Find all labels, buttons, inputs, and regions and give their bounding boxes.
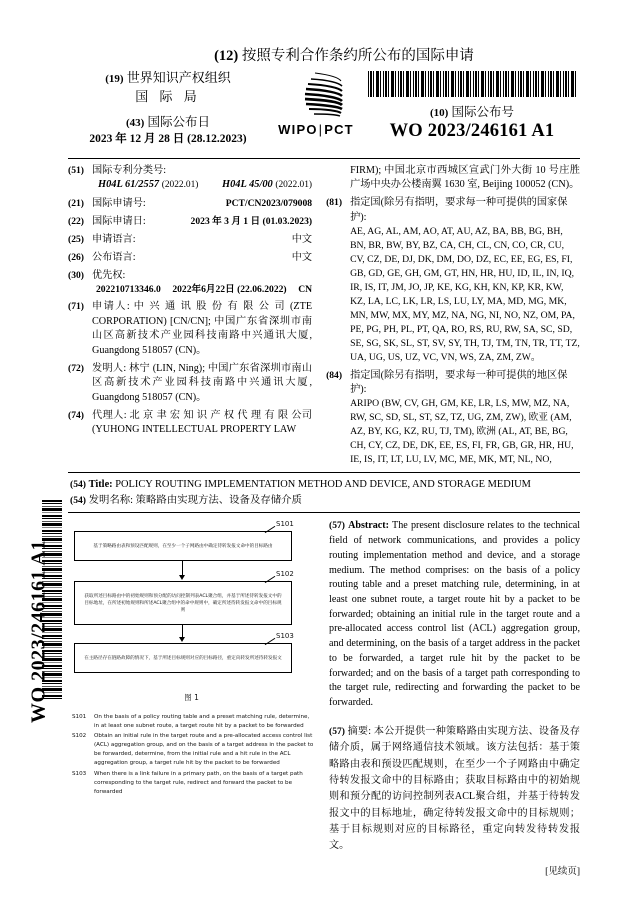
field-publication-language-tag: (26) (68, 251, 84, 263)
title-chinese-tag: (54) (70, 494, 86, 506)
legend-text-s102: Obtain an initial rule in the target route and a pre-allocated access control list (ACL) aggregation group, and on the basis of a target address in the packet to be forwarded, determine, from the initial rule and a hit rule in the ACL aggregation group, a target rule hit by the packet to be forwarded (94, 733, 314, 767)
field-inventor-label: 发明人: (92, 362, 127, 374)
field-agent-continuation-spacer (326, 164, 350, 193)
field-application-number-tag: (21) (68, 197, 84, 209)
ipc-code-1-year: (2022.01) (161, 180, 199, 191)
abstract-chinese-text: 本公开提供一种策略路由实现方法、设备及存储介质，属于网络通信技术领域。该方法包括：基于策略路由表和预设匹配规则，在至少一个子网路由中确定待转发报文命中的目标路由；获取目标路由中的初始规则和预分配的访问控制列表ACL聚合组，并基于待转发报文中的目标地址，确定待转发报文命中的目标规则；基于目标规则对应的目标路径，重定向转发待转发报文。 (329, 725, 580, 852)
field-designated-states-tag: (81) (326, 197, 343, 209)
org-tag: (19) (105, 73, 124, 85)
pubdate-tag: (43) (126, 117, 145, 130)
field-filing-language-tag: (25) (68, 233, 84, 245)
field-designated-regions-list: ARIPO (BW, CV, GH, GM, KE, LR, LS, MW, MZ, NA, RW, SC, SD, SL, ST, SZ, TZ, UG, ZM, ZW), 欧亚 (AM, AZ, BY, KG, KZ, RU, TJ, TM), 欧洲 (AL, AT, BE, BG, CH, CY, CZ, DE, DK, EE, ES, FI, FR, GB, GR, HR, HU, IE, IS, IT, LT, LU, LV, MC, ME, MK, MT, NL, NO, (350, 397, 574, 466)
field-priority-tag: (30) (68, 269, 84, 281)
field-publication-language-label: 公布语言: (92, 251, 136, 263)
flow-label-s102: S102 (276, 570, 294, 579)
field-agent (68, 409, 312, 438)
figure-legend (68, 713, 315, 796)
field-designated-regions-label: 指定国(除另有指明，要求每一种可提供的地区保护): (350, 369, 568, 395)
title-english-key: Title: (88, 479, 113, 490)
ipc-code-2-year: (2022.01) (275, 180, 313, 191)
wipo-separator: | (318, 122, 324, 137)
priority-country: CN (298, 284, 313, 296)
priority-number: 202210713346.0 (96, 284, 161, 296)
abstract-english-text: The present disclosure relates to the technical field of network communications, and provides a policy routing implementation method and device, and a storage medium. The method comprises: on the basis of a policy routing table and a preset matching rule, determining, in at least one subnet route, a target route hit by a packet to be forwarded; obtaining an initial rule in the target route and a pre-allocated access control list (ACL) aggregation group, and determining, on the basis of a target address in the packet to be forwarded, a target rule hit by the packet to be forwarded; and on the basis of a target path corresponding to the target rule, redirecting and forwarding the packet to be forwarded. (329, 520, 581, 709)
field-filing-date-label: 国际申请日: (92, 215, 146, 227)
flow-arrow-2 (182, 625, 183, 637)
field-applicant-label: 申请人: (92, 301, 130, 313)
title-english-tag: (54) (70, 479, 86, 490)
field-filing-language (68, 233, 312, 247)
field-applicant-body (92, 300, 312, 358)
field-designated-states-list: AE, AG, AL, AM, AO, AT, AU, AZ, BA, BB, BG, BH, BN, BR, BW, BY, BZ, CA, CH, CL, CN, CO, CR, CU, CV, CZ, DE, DJ, DK, DM, DO, DZ, EC, EE, EG, ES, FI, GB, GD, GE, GH, GM, GT, HN, HR, HU, ID, IL, IN, IQ, IR, IS, IT, JM, JO, JP, KE, KG, KH, KN, KP, KR, KW, KZ, LA, LC, LK, LR, LS, LU, LY, MA, MD, MG, MK, MN, MW, MX, MY, MZ, NA, NG, NI, NO, NZ, OM, PA, PE, PG, PH, PL, PT, QA, RO, RS, RU, RW, SA, SC, SD, SE, SG, SK, SL, ST, SV, SY, TH, TJ, TM, TN, TR, TT, TZ, UA, UG, US, UZ, VC, VN, WS, ZA, ZM, ZW。 (350, 225, 580, 364)
field-designated-regions (326, 369, 580, 467)
flow-arrowhead-2 (179, 637, 185, 642)
legend-row-s103 (72, 770, 315, 797)
field-applicant-tag: (71) (68, 301, 84, 313)
field-publication-language-value: 中文 (291, 251, 313, 263)
field-priority (68, 269, 312, 297)
document-frame (68, 158, 580, 855)
field-designated-states (326, 196, 580, 365)
field-designated-regions-tag: (84) (326, 369, 343, 381)
field-filing-date-tag: (22) (68, 215, 84, 227)
pubnum-tag: (10) (430, 107, 449, 119)
field-filing-language-label: 申请语言: (92, 233, 136, 245)
flow-arrow-1 (182, 561, 183, 575)
field-agent-value: 北 京 聿 宏 知 识 产 权 代 理 有 限 公司(YUHONG INTELLECTUAL PROPERTY LAW (92, 409, 313, 436)
legend-code-s102: S102 (72, 733, 87, 740)
abstract-chinese (329, 724, 580, 855)
pubnum-value: WO 2023/246161 A1 (389, 121, 555, 141)
abstract-chinese-key: 摘要: (347, 725, 372, 737)
header-barcode (368, 71, 576, 97)
field-filing-language-value: 中文 (291, 233, 313, 245)
field-filing-date (68, 215, 312, 229)
wipo-swirl-icon (285, 71, 347, 121)
pubdate-value: 2023 年 12 月 28 日 (28.12.2023) (89, 133, 247, 146)
field-inventor-body (92, 362, 312, 405)
legend-row-s101 (72, 713, 315, 731)
legend-text-s103: When there is a link failure in a primary path, on the basis of a target path corresponding to the target rule, redirect and forward the packet to be forwarded (94, 770, 303, 795)
organization-block (68, 69, 268, 148)
pubdate-label: 国际公布日 (147, 115, 210, 130)
spine-publication-number: WO 2023/246161 A1 (27, 540, 50, 723)
org-bureau: 国 际 局 (135, 88, 201, 104)
abstract-column (323, 519, 580, 854)
ipc-code-1-value: H04L 61/2557 (98, 179, 160, 191)
abstract-english-key: Abstract: (348, 520, 390, 532)
field-applicant-value: 中 兴 通 讯 股 份 有 限 公 司 (ZTE CORPORATION) [CN/CN]; 中国广东省深圳市南山区高新技术产业园科技南路中兴通讯大厦, Guangdong 518057 (CN)。 (92, 301, 313, 356)
field-application-number-label: 国际申请号: (92, 197, 146, 209)
field-agent-label: 代理人: (92, 409, 127, 421)
field-application-number-value: PCT/CN2023/079008 (225, 197, 313, 209)
page-header (68, 44, 580, 152)
wipo-wordmark (268, 122, 364, 137)
kind-tag: (12) (214, 48, 239, 64)
field-filing-date-value: 2023 年 3 月 1 日 (01.03.2023) (190, 215, 313, 227)
wipo-text: WIPO (278, 122, 318, 137)
title-english-text: POLICY ROUTING IMPLEMENTATION METHOD AND DEVICE, AND STORAGE MEDIUM (115, 479, 531, 490)
title-chinese-key: 发明名称: (88, 494, 134, 506)
field-inventor-tag: (72) (68, 362, 84, 374)
body-columns (68, 512, 580, 854)
field-ipc-label: 国际专利分类号: (92, 165, 167, 176)
publication-number-block (364, 69, 580, 142)
figure-caption: 图 1 (184, 693, 199, 703)
title-band (68, 472, 580, 512)
field-inventor-value: 林宁 (LIN, Ning); 中国广东省深圳市南山区高新技术产业园科技南路中兴通讯大厦, Guangdong 518057 (CN)。 (92, 362, 313, 403)
figure-column (68, 519, 323, 854)
ipc-code-1 (98, 178, 198, 193)
field-agent-tag: (74) (68, 409, 84, 421)
pubnum-label: 国际公布号 (451, 105, 514, 119)
field-agent-body (92, 409, 312, 438)
field-designated-regions-body (350, 369, 580, 467)
abstract-english (329, 519, 580, 711)
ipc-code-2 (222, 178, 312, 193)
field-agent-continuation-value: FIRM); 中国北京市西城区宣武门外大街 10 号庄胜广场中央办公楼南翼 1630 室, Beijing 100052 (CN)。 (350, 165, 580, 191)
footer-note: [见续页] (545, 867, 580, 877)
bibliographic-data (68, 159, 580, 472)
org-name: 世界知识产权组织 (126, 70, 231, 85)
field-inventor (68, 362, 312, 405)
field-priority-label: 优先权: (92, 269, 126, 281)
biblio-left-column (68, 164, 320, 472)
field-application-number (68, 197, 312, 211)
legend-row-s102 (72, 732, 315, 768)
left-spine (22, 60, 64, 860)
flow-step-s102-box: 获取所述目标路由中的初始规则和预分配的访问控制列表ACL聚合组，并基于所述待转发报文中的目标地址，在所述初始规则和所述ACL聚合组中的命中规则中，确定所述待转发报文命中的目标规则 (74, 581, 292, 625)
flow-step-s101-box: 基于策略路由表和预设匹配规则，在至少一个子网路由中确定待转发报文命中的目标路由 (74, 531, 292, 561)
field-designated-states-body (350, 196, 580, 365)
kind-text: 按照专利合作条约所公布的国际申请 (241, 48, 474, 64)
flow-step-s103-box: 在主路径存在链路故障的情况下，基于所述目标规则对应的目标路径，重定向转发所述待转发报文 (74, 643, 292, 673)
publication-kind-line (68, 44, 580, 65)
flow-arrowhead-1 (179, 575, 185, 580)
abstract-english-tag: (57) (329, 521, 345, 532)
biblio-right-column (320, 164, 580, 472)
flowchart (68, 520, 312, 687)
field-designated-states-label: 指定国(除另有指明，要求每一种可提供的国家保护): (350, 197, 568, 223)
legend-code-s101: S101 (72, 714, 87, 721)
field-ipc-tag: (51) (68, 165, 84, 176)
field-applicant (68, 300, 312, 358)
priority-date: 2022年6月22日 (22.06.2022) (172, 284, 287, 296)
wipo-logo-block (268, 69, 364, 137)
flow-label-s103: S103 (276, 632, 294, 641)
flow-label-s101: S101 (276, 520, 294, 529)
title-chinese (70, 493, 578, 509)
legend-text-s101: On the basis of a policy routing table and a preset matching rule, determine, in at least one subnet route, a target route hit by a packet to be forwarded (94, 714, 310, 730)
field-ipc (68, 164, 312, 193)
title-chinese-text: 策略路由实现方法、设备及存储介质 (135, 494, 302, 506)
field-agent-continuation (326, 164, 580, 193)
pct-text: PCT (324, 122, 354, 137)
legend-code-s103: S103 (72, 770, 87, 777)
field-publication-language (68, 251, 312, 265)
title-english (70, 477, 578, 493)
ipc-code-2-value: H04L 45/00 (222, 179, 273, 191)
abstract-chinese-tag: (57) (329, 726, 345, 737)
